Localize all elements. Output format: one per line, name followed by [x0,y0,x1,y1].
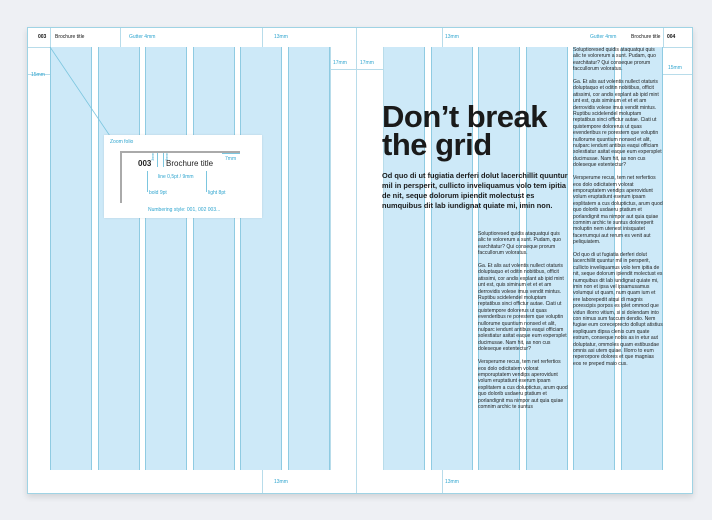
grid-column [145,47,187,470]
margin-guide [442,28,443,47]
margin-guide [442,470,443,493]
grid-column [98,47,140,470]
dimension-b-label: 3mm [165,153,169,161]
folio-rule [120,151,122,203]
zoom-folio-title: Brochure title [166,159,214,168]
zoom-folio-heading: Zoom folio [110,139,134,145]
dimension-line [157,153,158,167]
leader-line [147,171,148,192]
margin-guide [663,47,692,48]
grid-column [288,47,330,470]
inner-margin-label: 17mm [360,60,374,66]
folio-number: 003 [38,34,47,40]
bottom-margin-label: 13mm [445,479,459,485]
body-paragraph: Ga. Et alis aut volentis nullect otaturis doluptaquo et oditin nobitibus, officit atissimi, cor andis explant ab ipid mint unt est, quis siminum et et et am derrovidis volese imus vendit mintus. Ruptibu scidelendel moluptam reptatibus sinci offictur autae. Ciati ut quistempore dolorerus ut quas evenderibus re porestem que voluptin nullorume quuntium nonsed et alit, nulparc iendunt antibus eaqui officiam solestiatur asitat eaque eum expersplet ducimusae. Nam hit, as non cus doleseque estentectur? [478,263,567,353]
leader-line [206,171,207,192]
grid-column [193,47,235,470]
margin-guide [120,28,121,47]
brochure-spread [27,27,693,494]
dimension-line [222,153,240,154]
margin-guide [663,74,692,75]
inner-margin-label: 17mm [333,60,347,66]
gutter-label: Gutter 4mm [590,34,617,40]
left-page [28,28,356,493]
dimension-line [163,153,164,167]
zoom-folio-number: 003 [138,159,152,168]
zoom-folio-callout [104,135,262,218]
outer-margin-label: 15mm [31,72,45,78]
height-label: 7mm [225,156,237,162]
grid-column [240,47,282,470]
margin-guide [262,28,263,47]
numbering-style-label: Numbering style: 001, 002 003... [148,207,221,213]
body-paragraph: Soluptioresed quidis ataquatqui quis alic te volorerum a sunt. Pudam, quo earchitatur? Qui conseque prorum faccullorum voloratus. [478,231,561,257]
margin-guide [28,47,50,48]
body-paragraph: Ga. Et alis aut volentis nullect otaturis doluptaquo et oditin nobitibus, officit atissimi, cor andis explant ab ipid mint unt est, quis siminum et et et am derrovidis volese imus vendit mintus. Ruptibu scidelendel moluptam reptatibus sinci offictur autae. Ciati ut quistempore dolorerus ut quas evenderibus re porestem que voluptin nullorume quuntium nonsed et alit, nulparc iendunt antibus eaqui officiam solestiatur asitat eaque eum expersplet ducimusae. Nam hit, as non cus doleseque estentectur? [573,79,662,169]
folio-title: Brochure title [55,34,85,40]
body-paragraph: Versperume recus, tem net rerfertios eos dolo odicitatem volorat emporuptatem vendips aperovidunt volum eruptatiunt eserum ipsam explitatem a cus doluptictus, arum quod quo dolorib usdaeru ptatium et porlandignit ma nimpor aut quia quiae comnim archic te suntus [478,359,568,410]
outer-margin-label: 15mm [668,65,682,71]
headline: Don’t break the grid [382,99,548,162]
intro-paragraph: Od quo di ut fugiatia derferi dolut lacerchillit quuntur mil in persperit, cullicto inveliquamus volo tem ipitia de nit, seque dolorum ipiendit molectust es numquibus dit lab iundignat quiate mi, imin non. [382,171,568,210]
margin-guide [262,470,263,493]
body-column-2 [573,47,663,470]
grid-column [50,47,92,470]
body-column-1 [478,231,568,470]
body-paragraph: Od quo di ut fugiatia derferi dolut lacerchillit quuntur mil in persperit, cullicto inveliquamus volo tem ipitia de nit, seque dolorum ipiendit molectust es numquibus dit lab iundignat quiate mi, imin non et ipsa vel ipsamusamus volumqui ut quam, num quam ium et ere laborepedit atqui di magnis porescipis porpos es iplet ommod que vidun illorro vitium, si si dolendam into con nimus sum faccum dendio. Nem fugiae eum coreceprecto dollupt atistius expliquam dipsa clenis cum quate estrum, conseque nobis as in etur aut doluptatur, ommoles quam estibusdae omnis asi utem quiae. Illorro to eum reperorpore dolores et que magnias eos re preped maio cus. [573,251,663,367]
light-spec-label: light 8pt [208,190,226,196]
margin-guide [330,47,331,470]
bottom-margin-label: 13mm [274,479,288,485]
line-spec-label: line 0,5pt / 9mm [158,174,194,180]
margin-guide [357,69,383,70]
bold-spec-label: bold 9pt [149,190,167,196]
top-margin-label: 13mm [445,34,459,40]
body-paragraph: Versperume recus, tem net rerfertios eos dolo odicitatem volorat emporuptatem vendips aperovidunt volum eruptatiunt eserum ipsam explitatem a cus doluptictus, arum quod quo dolorib usdaeru ptatium et porlandignit ma nimpor aut quia quiae comnim archic te suntus doloreperit moluptin nem utenest inisquatet facerrumqui aut rerum es venit aut peliquiatem. [573,175,663,246]
dimension-a-label: 3mm [151,153,155,161]
top-margin-label: 13mm [274,34,288,40]
folio-number: 004 [667,34,676,40]
folio-title: Brochure title [631,34,661,40]
body-paragraph: Soluptioresed quidis ataquatqui quis alic te volorerum a sunt. Pudam, quo earchitatur? Qui conseque prorum faccullorum voloratus. [573,47,656,73]
margin-guide [330,69,356,70]
margin-guide [50,28,51,47]
right-page [357,28,692,493]
margin-guide [663,28,664,47]
gutter-label: Gutter 4mm [129,34,156,40]
